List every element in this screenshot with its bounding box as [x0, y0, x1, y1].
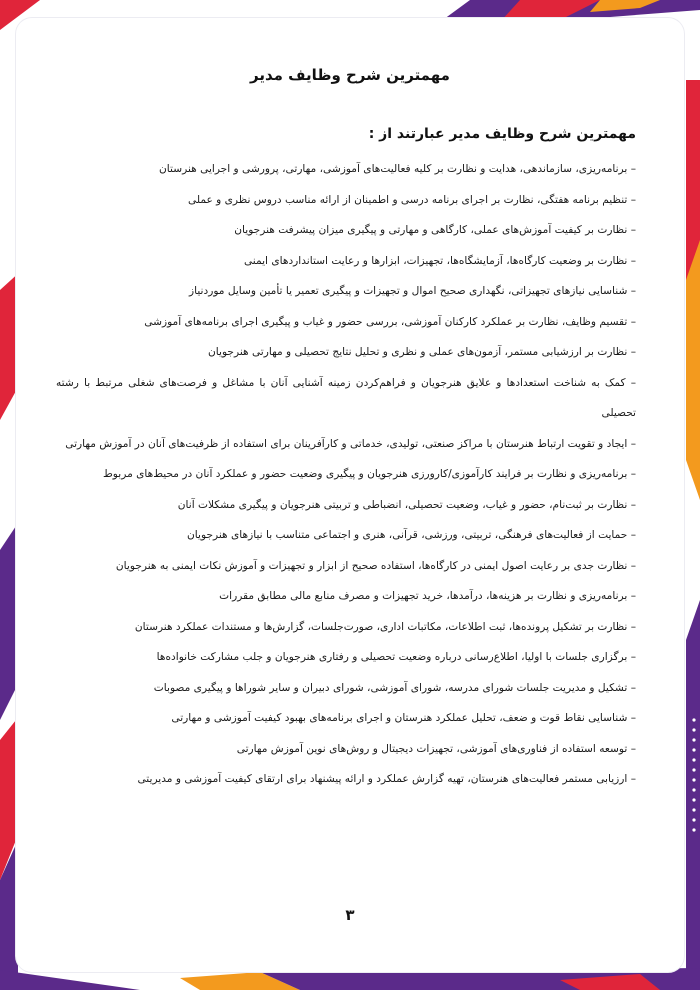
list-item: – نظارت بر وضعیت کارگاه‌ها، آزمایشگاه‌ها، تجهیزات، ابزارها و رعایت استانداردهای ایمنی — [243, 254, 636, 267]
intro-heading: مهمترین شرح وظایف مدیر عبارتند از : — [368, 126, 636, 142]
list-item: – برگزاری جلسات با اولیا، اطلاع‌رسانی درباره وضعیت تحصیلی و رفتاری هنرجویان و جلب مشارکت خانواده‌ها — [156, 651, 636, 663]
page-title: مهمترین شرح وظایف مدیر — [250, 66, 450, 84]
list-item: – برنامه‌ریزی و نظارت بر هزینه‌ها، درآمدها، خرید تجهیزات و مصرف منابع مالی مطابق مقررات — [219, 590, 636, 602]
list-item: – کمک به شناخت استعدادها و علایق هنرجویان و فراهم‌کردن زمینه آشنایی آنان با مشاغل و فرصت‌های شغلی مرتبط با رشته تحصیلی — [56, 376, 636, 419]
list-item: – حمایت از فعالیت‌های فرهنگی، تربیتی، ورزشی، قرآنی، هنری و اجتماعی متناسب با نیازهای هنرجویان — [187, 529, 636, 541]
list-item: – برنامه‌ریزی، سازماندهی، هدایت و نظارت بر کلیه فعالیت‌های آموزشی، مهارتی، پرورشی و اجرایی هنرستان — [159, 163, 636, 175]
list-item: – تنظیم برنامه هفتگی، نظارت بر اجرای برنامه درسی و اطمینان از ارائه مناسب دروس نظری و عملی — [187, 193, 636, 206]
list-item: – نظارت بر ارزشیابی مستمر، آزمون‌های عملی و نظری و تحلیل نتایج تحصیلی و مهارتی هنرجویان — [208, 346, 636, 358]
list-item: – نظارت بر تشکیل پرونده‌ها، ثبت اطلاعات، مکاتبات اداری، صورت‌جلسات، گزارش‌ها و مستندات عملکرد هنرستان — [134, 620, 636, 633]
list-item: – تشکیل و مدیریت جلسات شورای مدرسه، شورای آموزشی، شورای دبیران و سایر شوراها و پیگیری مصوبات — [153, 681, 636, 694]
page-number: ۳ — [345, 906, 355, 924]
list-item: – توسعه استفاده از فناوری‌های آموزشی، تجهیزات دیجیتال و روش‌های نوین آموزش مهارتی — [236, 742, 636, 755]
list-item: – شناسایی نیازهای تجهیزاتی، نگهداری صحیح اموال و تجهیزات و پیگیری تعمیر یا تأمین وسایل موردنیاز — [189, 285, 636, 297]
duties-list — [56, 154, 636, 795]
list-item: – تقسیم وظایف، نظارت بر عملکرد کارکنان آموزشی، بررسی حضور و غیاب و پیگیری اجرای برنامه‌های آموزشی — [144, 315, 636, 328]
content-card — [16, 18, 684, 972]
list-item: – ایجاد و تقویت ارتباط هنرستان با مراکز صنعتی، تولیدی، خدماتی و کارآفرینان برای استفاده از ظرفیت‌های آنان در آموزش مهارتی — [65, 437, 636, 450]
list-item: – ارزیابی مستمر فعالیت‌های هنرستان، تهیه گزارش عملکرد و ارائه پیشنهاد برای ارتقای کیفیت آموزشی و مدیریتی — [137, 773, 636, 785]
list-item: – نظارت بر کیفیت آموزش‌های عملی، کارگاهی و مهارتی و پیگیری میزان پیشرفت هنرجویان — [234, 224, 636, 236]
list-item: – نظارت جدی بر رعایت اصول ایمنی در کارگاه‌ها، استفاده صحیح از ابزار و تجهیزات و آموزش نکات ایمنی به هنرجویان — [115, 559, 636, 572]
list-item: – شناسایی نقاط قوت و ضعف، تحلیل عملکرد هنرستان و اجرای برنامه‌های بهبود کیفیت آموزشی و مهارتی — [171, 712, 636, 724]
list-item: – برنامه‌ریزی و نظارت بر فرایند کارآموزی/کارورزی هنرجویان و پیگیری وضعیت حضور و عملکرد آنان در محیط‌های مربوط — [103, 468, 636, 480]
list-item: – نظارت بر ثبت‌نام، حضور و غیاب، وضعیت تحصیلی، انضباطی و تربیتی هنرجویان و پیگیری مشکلات آنان — [177, 498, 636, 511]
